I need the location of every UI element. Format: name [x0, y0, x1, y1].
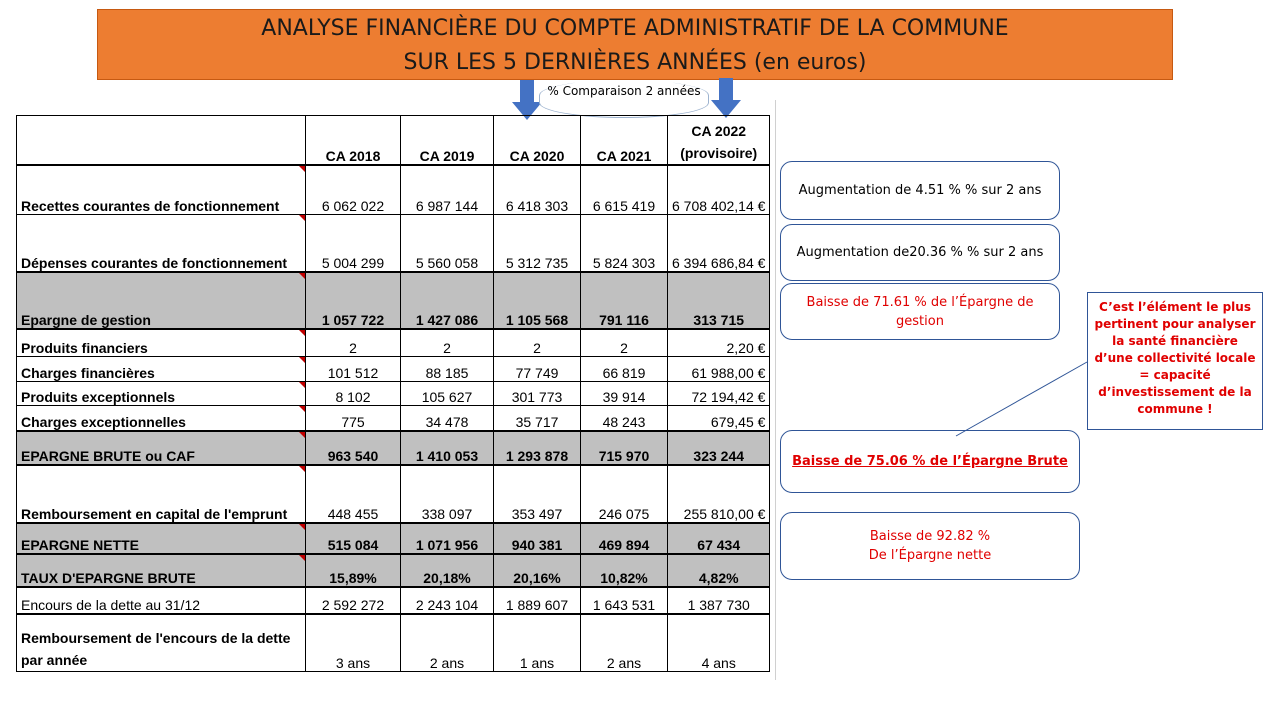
cell-value: 2 [306, 329, 401, 357]
header-empty-cell [17, 116, 306, 165]
row-label: Recettes courantes de fonctionnement [17, 165, 306, 215]
cell-value: 2 ans [401, 614, 494, 672]
table-row [17, 465, 770, 523]
callout-text: Augmentation de20.36 % % sur 2 ans [796, 245, 1044, 260]
cell-value: 1 ans [494, 614, 581, 672]
cell-value: 8 102 [306, 382, 401, 406]
callout-text: Baisse de 75.06 % de l’Épargne Brute [792, 454, 1068, 469]
cell-value: 2 [581, 329, 668, 357]
cell-value: 4 ans [668, 614, 770, 672]
down-arrow-icon [711, 78, 741, 118]
table-row [17, 587, 770, 614]
callout-text-line-2: De l’Épargne nette [868, 548, 992, 563]
row-label: Encours de la dette au 31/12 [17, 587, 306, 614]
title-line-1: ANALYSE FINANCIÈRE DU COMPTE ADMINISTRATIF DE LA COMMUNE [261, 16, 1009, 41]
cell-value: 246 075 [581, 465, 668, 523]
cell-value: 5 824 303 [581, 215, 668, 272]
table-row [17, 165, 770, 215]
cell-value: 6 615 419 [581, 165, 668, 215]
column-header: CA 2020 [494, 116, 581, 165]
cell-value: 3 ans [306, 614, 401, 672]
table-row [17, 406, 770, 431]
table-row [17, 215, 770, 272]
cell-value: 48 243 [581, 406, 668, 431]
cell-value: 6 062 022 [306, 165, 401, 215]
cell-value: 6 708 402,14 € [668, 165, 770, 215]
title-line-2: SUR LES 5 DERNIÈRES ANNÉES (en euros) [403, 50, 867, 75]
cell-value: 1 410 053 [401, 431, 494, 465]
comparison-note: % Comparaison 2 années [539, 80, 709, 118]
cell-value: 15,89% [306, 554, 401, 587]
table-row [17, 382, 770, 406]
cell-value: 34 478 [401, 406, 494, 431]
cell-value: 353 497 [494, 465, 581, 523]
cell-value: 679,45 € [668, 406, 770, 431]
cell-value: 1 643 531 [581, 587, 668, 614]
callout-text: Augmentation de 4.51 % % sur 2 ans [798, 183, 1042, 198]
column-header: CA 2019 [401, 116, 494, 165]
table-row [17, 431, 770, 465]
cell-value: 39 914 [581, 382, 668, 406]
cell-value: 1 105 568 [494, 272, 581, 329]
callout-epargne-gestion [780, 283, 1060, 340]
row-label: Charges financières [17, 357, 306, 382]
cell-value: 940 381 [494, 523, 581, 554]
cell-value: 6 394 686,84 € [668, 215, 770, 272]
row-label: TAUX D'EPARGNE BRUTE [17, 554, 306, 587]
cell-value: 10,82% [581, 554, 668, 587]
row-label: Dépenses courantes de fonctionnement [17, 215, 306, 272]
table-row [17, 272, 770, 329]
cell-value: 6 418 303 [494, 165, 581, 215]
cell-value: 963 540 [306, 431, 401, 465]
table-row [17, 329, 770, 357]
side-note: C’est l’élément le plus pertinent pour analyser la santé financière d’une collectivité locale = capacité d’investissement de la commune ! [1087, 292, 1263, 430]
cell-value: 1 889 607 [494, 587, 581, 614]
cell-value: 5 004 299 [306, 215, 401, 272]
table-row [17, 614, 770, 672]
cell-value: 2 ans [581, 614, 668, 672]
cell-value: 66 819 [581, 357, 668, 382]
cell-value: 1 071 956 [401, 523, 494, 554]
column-header: CA 2022 (provisoire) [668, 116, 770, 165]
cell-value: 323 244 [668, 431, 770, 465]
cell-value: 101 512 [306, 357, 401, 382]
callout-text: Baisse de 71.61 % de l’Épargne de gestion [806, 294, 1034, 329]
divider [775, 100, 776, 680]
callout-depenses [780, 224, 1060, 281]
cell-value: 35 717 [494, 406, 581, 431]
cell-value: 1 057 722 [306, 272, 401, 329]
cell-value: 2 243 104 [401, 587, 494, 614]
cell-value: 775 [306, 406, 401, 431]
row-label: Remboursement de l'encours de la dette par année [17, 614, 306, 672]
cell-value: 2 [494, 329, 581, 357]
cell-value: 2 592 272 [306, 587, 401, 614]
cell-value: 61 988,00 € [668, 357, 770, 382]
pointer-line [950, 360, 1090, 440]
cell-value: 338 097 [401, 465, 494, 523]
table-header-row [17, 116, 770, 165]
column-header: CA 2021 [581, 116, 668, 165]
cell-value: 1 387 730 [668, 587, 770, 614]
table-row [17, 523, 770, 554]
cell-value: 2 [401, 329, 494, 357]
row-label: EPARGNE BRUTE ou CAF [17, 431, 306, 465]
cell-value: 72 194,42 € [668, 382, 770, 406]
down-arrow-icon [512, 80, 542, 120]
financial-table [16, 115, 770, 672]
row-label: Produits financiers [17, 329, 306, 357]
cell-value: 301 773 [494, 382, 581, 406]
row-label: EPARGNE NETTE [17, 523, 306, 554]
table-row [17, 554, 770, 587]
cell-value: 5 312 735 [494, 215, 581, 272]
callout-epargne-nette [780, 512, 1080, 580]
cell-value: 5 560 058 [401, 215, 494, 272]
callout-text-line-1: Baisse de 92.82 % [869, 529, 991, 544]
cell-value: 6 987 144 [401, 165, 494, 215]
cell-value: 313 715 [668, 272, 770, 329]
cell-value: 1 293 878 [494, 431, 581, 465]
table-row [17, 357, 770, 382]
cell-value: 255 810,00 € [668, 465, 770, 523]
cell-value: 715 970 [581, 431, 668, 465]
column-header: CA 2018 [306, 116, 401, 165]
cell-value: 469 894 [581, 523, 668, 554]
cell-value: 515 084 [306, 523, 401, 554]
row-label: Remboursement en capital de l'emprunt [17, 465, 306, 523]
callout-recettes [780, 161, 1060, 220]
cell-value: 1 427 086 [401, 272, 494, 329]
cell-value: 448 455 [306, 465, 401, 523]
cell-value: 77 749 [494, 357, 581, 382]
row-label: Epargne de gestion [17, 272, 306, 329]
cell-value: 791 116 [581, 272, 668, 329]
cell-value: 20,16% [494, 554, 581, 587]
cell-value: 2,20 € [668, 329, 770, 357]
cell-value: 88 185 [401, 357, 494, 382]
cell-value: 105 627 [401, 382, 494, 406]
row-label: Charges exceptionnelles [17, 406, 306, 431]
row-label: Produits exceptionnels [17, 382, 306, 406]
page-title [97, 9, 1173, 80]
cell-value: 67 434 [668, 523, 770, 554]
cell-value: 4,82% [668, 554, 770, 587]
cell-value: 20,18% [401, 554, 494, 587]
